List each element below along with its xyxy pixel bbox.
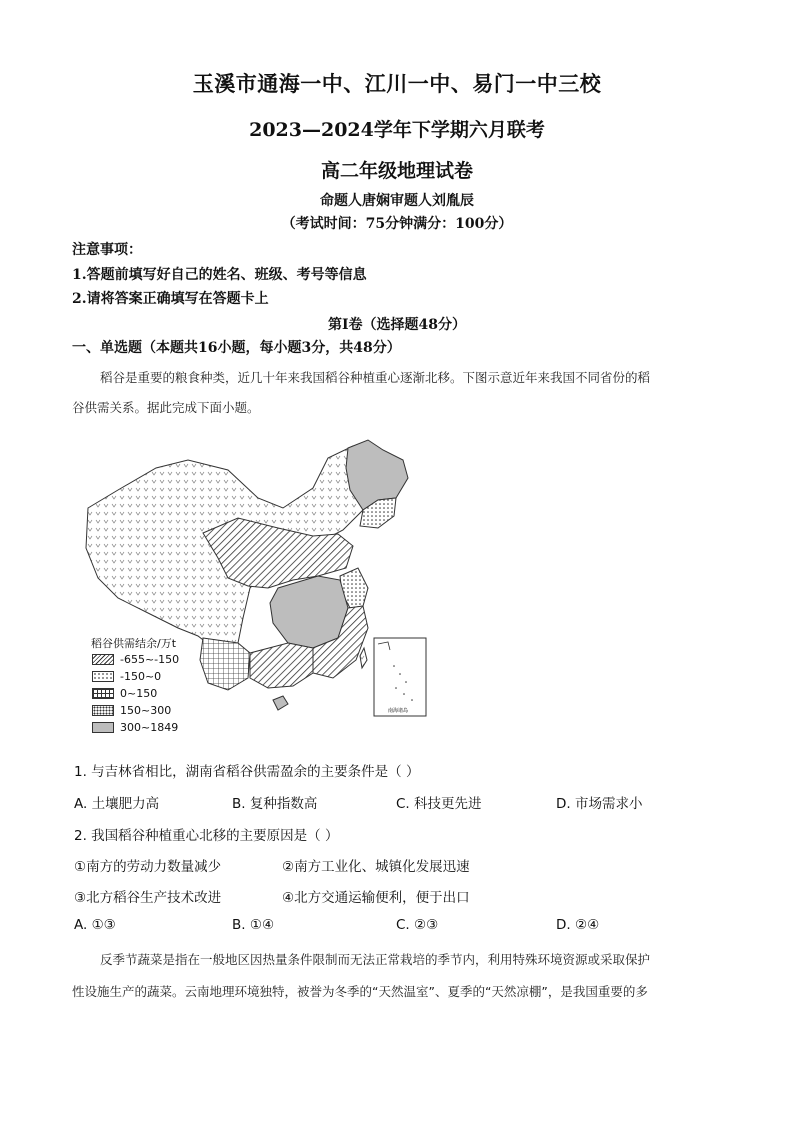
south-sea-inset (374, 638, 426, 716)
legend-item (92, 687, 157, 700)
q2-option-d[interactable]: D. ②④ (556, 917, 600, 933)
notice-item-2: 2.请将答案正确填写在答题卡上 (72, 291, 269, 307)
legend-label: 150~300 (120, 704, 172, 717)
region-taiwan (360, 648, 367, 668)
q2-item-3: ③北方稻谷生产技术改进 (74, 890, 222, 906)
inset-label: 南海诸岛 (388, 708, 409, 714)
q2-item-1: ①南方的劳动力数量减少 (74, 859, 222, 875)
q1-option-d[interactable]: D. 市场需求小 (556, 796, 643, 812)
notice-item-1: 1.答题前填写好自己的姓名、班级、考号等信息 (72, 267, 367, 283)
q2-stem: 2. 我国稻谷种植重心北移的主要原因是（ ） (74, 828, 339, 844)
passage-1-line-1: 稻谷是重要的粮食种类，近几十年来我国稻谷种植重心逐渐北移。下图示意近年来我国不同省份的稻 (100, 370, 651, 385)
school-title: 玉溪市通海一中、江川一中、易门一中三校 (192, 71, 602, 96)
region-south-hatched (250, 643, 313, 688)
legend-swatch (92, 688, 114, 699)
legend-item (92, 704, 171, 717)
notice-title: 注意事项： (72, 242, 142, 258)
legend-swatch (92, 654, 114, 665)
q2-option-c[interactable]: C. ②③ (396, 917, 439, 933)
legend-title: 稻谷供需结余/万t (91, 637, 177, 650)
region-central-gray (270, 576, 348, 648)
region-hainan (273, 696, 288, 710)
legend-label: -150~0 (120, 670, 162, 683)
legend-item (92, 721, 178, 734)
time-info: （考试时间：75分钟满分：100分） (281, 216, 513, 232)
region-southwest-grid (200, 638, 250, 690)
passage-1-line-2: 谷供需关系。据此完成下面小题。 (72, 400, 260, 415)
legend-item (92, 670, 161, 683)
q1-option-c[interactable]: C. 科技更先进 (396, 796, 482, 812)
legend-item (92, 653, 179, 666)
q1-option-a[interactable]: A. 土壤肥力高 (74, 796, 160, 812)
legend-label: -655~-150 (120, 653, 180, 666)
legend-label: 0~150 (120, 687, 158, 700)
q1-stem: 1. 与吉林省相比，湖南省稻谷供需盈余的主要条件是（ ） (74, 764, 420, 780)
legend-swatch (92, 671, 114, 682)
passage-2-line-1: 反季节蔬菜是指在一般地区因热量条件限制而无法正常栽培的季节内，利用特殊环境资源或采取保护 (100, 952, 651, 967)
authors: 命题人唐娴审题人刘胤辰 (320, 193, 474, 209)
q2-item-4: ④北方交通运输便利，便于出口 (282, 890, 470, 906)
q2-item-2: ②南方工业化、城镇化发展迅速 (282, 859, 470, 875)
legend-swatch (92, 722, 114, 733)
subject-title: 高二年级地理试卷 (320, 160, 473, 182)
q1-option-b[interactable]: B. 复种指数高 (232, 796, 318, 812)
exam-title: 2023—2024学年下学期六月联考 (249, 119, 545, 141)
legend-label: 300~1849 (120, 721, 179, 734)
volume-title: 第Ⅰ卷（选择题48分） (327, 317, 467, 333)
legend-swatch (92, 705, 114, 716)
part-title: 一、单选题（本题共16小题，每小题3分，共48分） (72, 340, 401, 356)
passage-2-line-2: 性设施生产的蔬菜。云南地理环境独特，被誉为冬季的“天然温室”、夏季的“天然凉棚”，是我国重要的多 (72, 984, 648, 999)
q2-option-a[interactable]: A. ①③ (74, 917, 116, 933)
q2-option-b[interactable]: B. ①④ (232, 917, 275, 933)
